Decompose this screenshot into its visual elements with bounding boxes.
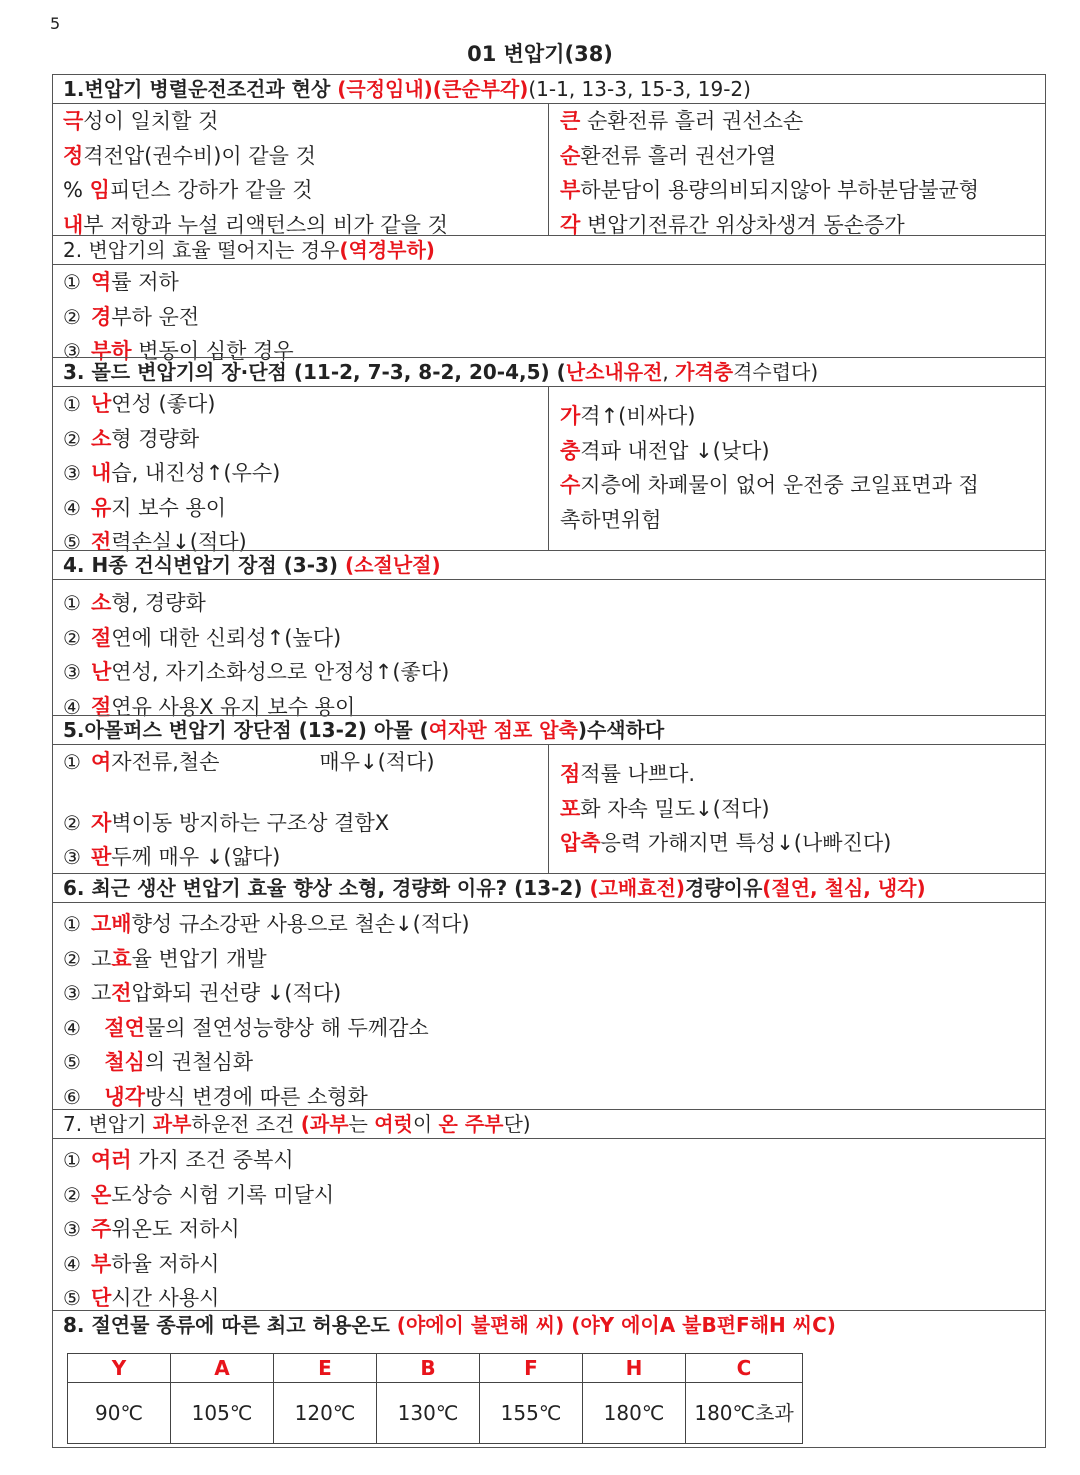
item-text: 벽이동 방지하는 구조상 결함X xyxy=(111,810,390,835)
item-keyword: 수 xyxy=(560,473,581,497)
item-prefix xyxy=(91,1016,104,1040)
max-temperature: 180℃초과 xyxy=(686,1383,803,1444)
item-text: 격전압(권수비)이 같을 것 xyxy=(83,143,316,168)
item-number: ⑤ xyxy=(63,1286,81,1310)
h-class-advantage-item xyxy=(53,586,1045,621)
item-keyword: 난 xyxy=(91,660,112,684)
mold-disadvantage-item xyxy=(550,434,1044,469)
section-7-header: 7. 변압기 과부하운전 조건 (과부는 여럿이 온 주부단) xyxy=(53,1110,1045,1139)
section-8 xyxy=(53,1310,1045,1447)
max-temperature: 155℃ xyxy=(480,1383,583,1444)
section-7 xyxy=(53,1109,1045,1310)
item-keyword: 유 xyxy=(91,495,112,520)
item-number: ⑤ xyxy=(63,1050,81,1074)
item-keyword: 정 xyxy=(63,143,84,168)
amorphous-disadvantage-item xyxy=(550,792,1044,827)
item-text: 물의 절연성능향상 해 두께감소 xyxy=(144,1015,429,1040)
overload-condition-item xyxy=(53,1178,1045,1213)
item-keyword: 내 xyxy=(91,461,112,485)
item-keyword: 경 xyxy=(91,304,112,329)
item-text: 연에 대한 신뢰성↑(높다) xyxy=(111,625,342,650)
section-5-header: 5.아몰퍼스 변압기 장단점 (13-2) 아몰 (여자판 점포 압축)수색하다 xyxy=(53,716,1045,745)
item-text: 율 변압기 개발 xyxy=(131,946,267,971)
mold-advantage-item xyxy=(53,491,548,526)
max-temperature: 105℃ xyxy=(171,1383,274,1444)
item-text: 두께 매우 ↓(얇다) xyxy=(111,845,281,869)
page-number: 5 xyxy=(50,14,61,33)
item-number: ② xyxy=(63,810,81,835)
item-text: 방식 변경에 따른 소형화 xyxy=(144,1084,368,1109)
amorphous-advantage-item xyxy=(53,745,548,780)
insulation-class-E: E xyxy=(274,1354,377,1383)
item-text: 피던스 강하가 같을 것 xyxy=(109,178,313,202)
item-number: ① xyxy=(63,1148,81,1172)
item-text: 적률 나쁘다. xyxy=(580,762,696,786)
item-prefix xyxy=(91,1050,104,1074)
item-number: ② xyxy=(63,625,81,650)
efficiency-item xyxy=(53,265,1045,300)
efficiency-reason-item xyxy=(53,976,1045,1011)
item-keyword: 여러 xyxy=(91,1148,132,1172)
item-text: 응력 가해지면 특성↓(나빠진다) xyxy=(600,831,892,855)
item-text: 지층에 차폐물이 없어 운전중 코일표면과 접 xyxy=(580,473,979,497)
item-number: ③ xyxy=(63,845,81,869)
item-keyword: 절 xyxy=(91,625,112,650)
item-keyword: 내 xyxy=(63,212,84,237)
item-number: ④ xyxy=(63,1251,81,1276)
section-4-list xyxy=(53,580,1045,724)
condition-item xyxy=(53,173,548,208)
item-number: ③ xyxy=(63,981,81,1005)
item-keyword: 소 xyxy=(91,591,112,615)
item-number: ③ xyxy=(63,461,81,485)
section-3-header: 3. 몰드 변압기의 장·단점 (11-2, 7-3, 8-2, 20-4,5) (난소내유전, 가격충격수렵다) xyxy=(53,358,1045,387)
item-text: 도상승 시험 기록 미달시 xyxy=(111,1182,335,1207)
item-text: 형, 경량화 xyxy=(111,591,206,615)
item-number: ④ xyxy=(63,694,81,719)
insulation-class-F: F xyxy=(480,1354,583,1383)
item-text: 순환전류 흘러 권선소손 xyxy=(580,109,804,133)
item-text: 부 저항과 누설 리액턴스의 비가 같을 것 xyxy=(83,212,448,237)
section-2 xyxy=(53,235,1045,363)
item-keyword: 부 xyxy=(91,1251,112,1276)
amorphous-advantage-item xyxy=(53,806,548,841)
item-keyword: 소 xyxy=(91,426,112,451)
item-keyword: 전 xyxy=(91,530,112,554)
item-keyword: 임 xyxy=(89,178,110,202)
item-text: 변동이 심한 경우 xyxy=(131,339,294,363)
condition-item xyxy=(53,139,548,174)
item-keyword: 온 xyxy=(91,1182,112,1207)
item-text: 력손실↓(적다) xyxy=(111,530,247,554)
item-number: ① xyxy=(63,392,81,416)
item-keyword: 역 xyxy=(91,270,112,294)
item-text: 습, 내진성↑(우수) xyxy=(111,461,281,485)
item-keyword: 절연 xyxy=(104,1015,145,1040)
phenomenon-item xyxy=(550,139,1044,174)
item-text: 의 권철심화 xyxy=(144,1050,254,1074)
item-keyword: 판 xyxy=(91,845,112,869)
item-text: 향성 규소강판 사용으로 철손↓(적다) xyxy=(131,912,470,936)
item-keyword: 압축 xyxy=(560,831,601,855)
insulation-class-H: H xyxy=(583,1354,686,1383)
mold-disadvantage-item xyxy=(550,503,1044,538)
max-temperature: 180℃ xyxy=(583,1383,686,1444)
item-keyword: 부 xyxy=(560,178,581,202)
item-keyword: 절 xyxy=(91,694,112,719)
item-number: ② xyxy=(63,1182,81,1207)
condition-item xyxy=(53,104,548,139)
page-title: 01 변압기(38) xyxy=(467,42,613,66)
section-3-disadvantages xyxy=(550,387,1044,551)
mold-disadvantage-item xyxy=(550,399,1044,434)
item-prefix: % xyxy=(63,178,90,202)
item-text: 가지 조건 중복시 xyxy=(131,1148,294,1172)
item-text: 하율 저하시 xyxy=(111,1251,220,1276)
efficiency-reason-item xyxy=(53,1045,1045,1080)
item-text: 연성, 자기소화성으로 안정성↑(좋다) xyxy=(111,660,450,684)
item-keyword: 전 xyxy=(111,981,132,1005)
insulation-temperature-table xyxy=(67,1353,803,1444)
insulation-class-C: C xyxy=(686,1354,803,1383)
item-number: ⑥ xyxy=(63,1084,81,1109)
insulation-class-B: B xyxy=(377,1354,480,1383)
item-keyword: 포 xyxy=(560,796,581,821)
mold-advantage-item xyxy=(53,456,548,491)
item-keyword: 단 xyxy=(91,1286,112,1310)
overload-condition-item xyxy=(53,1212,1045,1247)
efficiency-item xyxy=(53,300,1045,335)
efficiency-reason-item xyxy=(53,1011,1045,1046)
item-number: ① xyxy=(63,270,81,294)
item-text-extra: 매우↓(적다) xyxy=(319,750,435,774)
item-keyword: 점 xyxy=(560,762,581,786)
section-5-disadvantages xyxy=(550,745,1044,874)
section-1 xyxy=(53,75,1045,235)
item-keyword: 주 xyxy=(91,1217,112,1241)
section-5-advantages xyxy=(53,745,549,874)
item-keyword: 극 xyxy=(63,109,84,133)
item-prefix: 고 xyxy=(91,981,112,1005)
item-text: 하분담이 용량의비되지않아 부하분담불균형 xyxy=(580,178,980,202)
insulation-class-A: A xyxy=(171,1354,274,1383)
overload-condition-item xyxy=(53,1143,1045,1178)
section-3-advantages xyxy=(53,387,549,554)
max-temperature: 120℃ xyxy=(274,1383,377,1444)
section-2-header: 2. 변압기의 효율 떨어지는 경우(역경부하) xyxy=(53,236,1045,265)
max-temperature: 90℃ xyxy=(68,1383,171,1444)
item-text: 위온도 저하시 xyxy=(111,1217,240,1241)
item-keyword: 가 xyxy=(560,404,581,428)
section-6-list xyxy=(53,903,1045,1114)
amorphous-disadvantage-item xyxy=(550,826,1044,861)
item-text: 시간 사용시 xyxy=(111,1286,220,1310)
item-keyword: 효 xyxy=(111,946,132,971)
item-number: ① xyxy=(63,912,81,936)
item-keyword: 고배 xyxy=(91,912,132,936)
item-number: ① xyxy=(63,591,81,615)
efficiency-reason-item xyxy=(53,942,1045,977)
mold-advantage-item xyxy=(53,387,548,422)
item-keyword: 여 xyxy=(91,750,112,774)
h-class-advantage-item xyxy=(53,655,1045,690)
item-number: ③ xyxy=(63,660,81,684)
phenomenon-item xyxy=(550,104,1044,139)
insulation-class-Y: Y xyxy=(68,1354,171,1383)
item-keyword: 큰 xyxy=(560,109,581,133)
mold-disadvantage-item xyxy=(550,468,1044,503)
item-text: 성이 일치할 것 xyxy=(83,109,219,133)
item-number: ① xyxy=(63,750,81,774)
item-keyword: 자 xyxy=(91,810,112,835)
item-text: 촉하면위험 xyxy=(560,507,662,532)
item-text: 률 저하 xyxy=(111,270,179,294)
efficiency-reason-item xyxy=(53,907,1045,942)
h-class-advantage-item xyxy=(53,621,1045,656)
section-6-header: 6. 최근 생산 변압기 효율 향상 소형, 경량화 이유? (13-2) (고배효전)경량이유(절연, 철심, 냉각) xyxy=(53,874,1045,903)
section-3 xyxy=(53,357,1045,554)
item-number: ② xyxy=(63,304,81,329)
item-text: 지 보수 용이 xyxy=(111,495,227,520)
item-text: 변압기전류간 위상차생겨 동손증가 xyxy=(580,212,905,237)
item-number: ③ xyxy=(63,1217,81,1241)
section-4 xyxy=(53,550,1045,719)
item-number: ③ xyxy=(63,339,81,363)
section-1-phenomena xyxy=(550,104,1044,235)
item-prefix xyxy=(91,1085,104,1109)
item-keyword: 철심 xyxy=(104,1050,145,1074)
section-1-header: 1.변압기 병렬운전조건과 현상 (극정임내)(큰순부각)(1-1, 13-3, 15-3, 19-2) xyxy=(53,75,1045,104)
item-number: ② xyxy=(63,946,81,971)
item-keyword: 충 xyxy=(560,438,581,463)
item-number: ④ xyxy=(63,495,81,520)
item-text: 자전류,철손 xyxy=(111,750,220,774)
phenomenon-item xyxy=(550,173,1044,208)
amorphous-disadvantage-item xyxy=(550,757,1044,792)
item-keyword: 부하 xyxy=(91,339,132,363)
max-temperature: 130℃ xyxy=(377,1383,480,1444)
mold-advantage-item xyxy=(53,422,548,457)
item-text: 압화되 권선량 ↓(적다) xyxy=(131,981,342,1005)
item-number: ② xyxy=(63,426,81,451)
section-2-list xyxy=(53,265,1045,369)
section-5 xyxy=(53,715,1045,873)
item-keyword: 각 xyxy=(560,212,581,237)
item-text: 화 자속 밀도↓(적다) xyxy=(580,796,770,821)
item-text: 연성 (좋다) xyxy=(111,392,216,416)
item-keyword: 난 xyxy=(91,392,112,416)
item-text: 부하 운전 xyxy=(111,304,200,329)
item-text: 격↑(비싸다) xyxy=(580,404,696,428)
section-6 xyxy=(53,873,1045,1109)
section-7-list xyxy=(53,1139,1045,1316)
section-1-conditions xyxy=(53,104,549,235)
item-text: 환전류 흘러 권선가열 xyxy=(580,143,777,168)
amorphous-advantage-item xyxy=(53,840,548,875)
item-text: 격파 내전압 ↓(낮다) xyxy=(580,438,770,463)
section-8-header: 8. 절연물 종류에 따른 최고 허용온도 (야에이 불편해 씨) (야Y 에이A 불B편F해H 씨C) xyxy=(63,1313,836,1337)
item-number: ⑤ xyxy=(63,530,81,554)
item-number: ④ xyxy=(63,1015,81,1040)
study-sheet xyxy=(52,74,1046,1448)
overload-condition-item xyxy=(53,1247,1045,1282)
item-keyword: 냉각 xyxy=(104,1084,145,1109)
item-text: 형 경량화 xyxy=(111,426,200,451)
item-text: 연유 사용X 유지 보수 용이 xyxy=(111,694,356,719)
item-keyword: 순 xyxy=(560,143,581,168)
section-4-header: 4. H종 건식변압기 장점 (3-3) (소절난절) xyxy=(53,551,1045,580)
item-prefix: 고 xyxy=(91,946,112,971)
